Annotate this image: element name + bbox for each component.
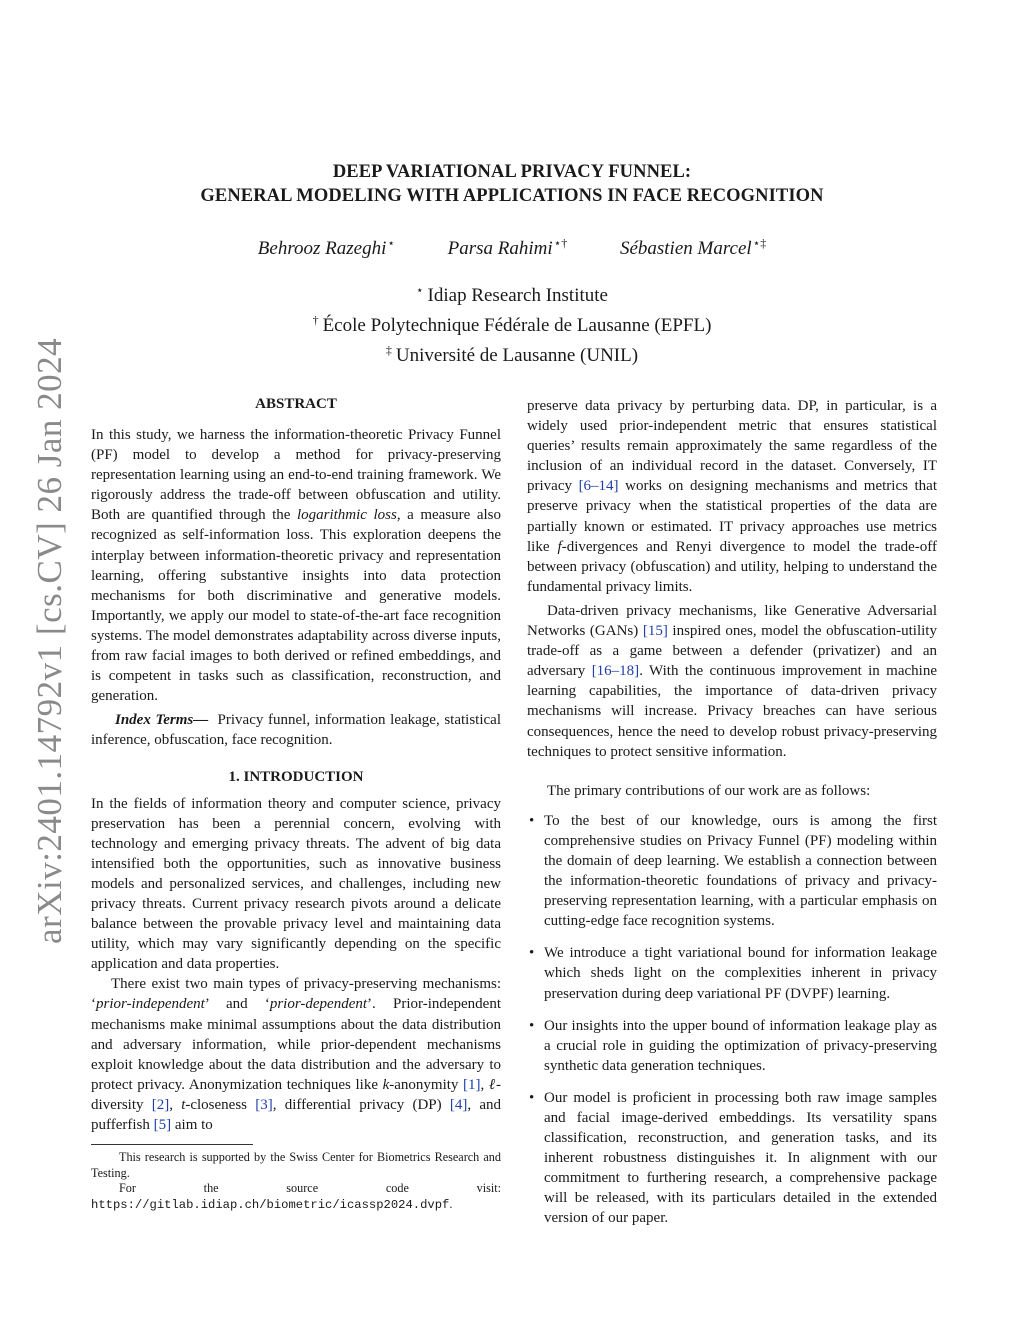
citation-link[interactable]: [6–14] (578, 478, 619, 495)
abstract-paragraph: In this study, we harness the information-theoretic Privacy Funnel (PF) model to develop a method for privacy-preserving representation learning using an end-to-end training framework. We rigorously address the trade-off between obfuscation and utility. Both are quantified through the logarithmic loss, a measure also recognized as self-information loss. This exploration deepens the interplay between information-theoretic privacy and representation learning, offering substantive insights into data protection mechanisms for both discriminative and generative models. Importantly, we apply our model to state-of-the-art face recognition systems. The model demonstrates adaptability across diverse inputs, from raw facial images to both derived or refined embeddings, and is competent in tasks such as classification, reconstruction, and generation. (91, 427, 501, 705)
author-list (0, 231, 1024, 261)
author-name: Sébastien Marcel (619, 238, 752, 259)
left-column (91, 394, 501, 1213)
right-column (527, 396, 937, 1241)
title-line-1: DEEP VARIATIONAL PRIVACY FUNNEL: (332, 162, 692, 182)
author-1 (258, 231, 395, 261)
index-terms-label: Index Terms— (115, 712, 209, 729)
affiliation-list (0, 278, 1024, 368)
bullet-icon: • (529, 812, 535, 829)
affiliation-3 (0, 338, 1024, 368)
affiliation-1 (0, 278, 1024, 308)
affiliation-mark: † (312, 313, 319, 327)
contributions-list (527, 811, 937, 1229)
right-paragraph-2: Data-driven privacy mechanisms, like Generative Adversarial Networks (GANs) [15] inspired ones, model the obfuscation-utility trade-off as a game between a defender (privatizer) and an adversary [16–18]. With the continuous improvement in machine learning capabilities, the importance of data-driven privacy mechanisms will increase. Privacy breaches can have serious consequences, hence the need to develop robust privacy-preserving techniques to protect sensitive information. (527, 602, 937, 760)
author-name: Behrooz Razeghi (257, 238, 387, 259)
title-line-2: GENERAL MODELING WITH APPLICATIONS IN FACE RECOGNITION (200, 186, 824, 206)
affiliation-name: École Polytechnique Fédérale de Lausanne (EPFL) (322, 315, 712, 336)
author-affil-marks: ⋆† (553, 236, 568, 250)
intro-paragraph-1: In the fields of information theory and computer science, privacy preservation has been a perennial concern, evolving with technology and emerging privacy threats. The advent of big data intensified both the opportunities, such as innovative business models and personalized services, and challenges, including new privacy threats. Current privacy research pivots around a delicate balance between the provable privacy level and maintaining data utility, which may vary significantly depending on the specific application and data properties. (91, 795, 501, 973)
citation-link[interactable]: [3] (255, 1096, 273, 1113)
citation-link[interactable]: [2] (151, 1096, 170, 1113)
author-2 (448, 231, 568, 261)
index-terms (91, 710, 501, 750)
list-item: • Our model is proficient in processing both raw image samples and facial image-derived embeddings. Its versatility spans classification, reconstruction, and generation tasks, and its inherent robustness distinguishes it. In alignment with our commitment to furthering research, a comprehensive package will be released, with its particulars detailed in the extended version of our paper. (529, 1089, 937, 1227)
right-paragraph-1: preserve data privacy by perturbing data. DP, in particular, is a widely used prior-independent metric that ensures statistical queries’ results remain approximately the same regardless of the inclusion of an individual record in the dataset. Conversely, IT privacy [6–14] works on designing mechanisms and metrics that preserve privacy when the statistical properties of the data are partially known or estimated. IT privacy approaches use metrics like f-divergences and Renyi divergence to model the trade-off between privacy (obfuscation) and utility, helping to understand the fundamental privacy limits. (527, 398, 938, 595)
footnote-divider (91, 1144, 253, 1145)
affiliation-name: Université de Lausanne (UNIL) (395, 345, 639, 366)
affiliation-name: Idiap Research Institute (427, 285, 608, 306)
list-item: • To the best of our knowledge, ours is among the first comprehensive studies on Privacy Funnel (PF) modeling within the domain of deep learning. We establish a connection between the information-theoretic foundations of privacy and privacy-preserving representation learning, with a particular emphasis on cutting-edge face recognition systems. (529, 812, 937, 930)
footnote-funding: This research is supported by the Swiss Center for Biometrics Research and Testing. (91, 1150, 501, 1180)
affiliation-mark: ‡ (385, 343, 392, 357)
affiliation-mark: ⋆ (416, 283, 424, 297)
abstract-heading: ABSTRACT (255, 396, 337, 412)
paper-title (0, 160, 1024, 208)
citation-link[interactable]: [1] (463, 1076, 481, 1093)
footnote-source-code: For the source code visit: https://gitlab.idiap.ch/biometric/icassp2024.dvpf. (91, 1181, 501, 1212)
index-terms-text: Privacy funnel, information leakage, statistical inference, obfuscation, face recognition. (91, 712, 502, 749)
bullet-icon: • (529, 1089, 535, 1106)
citation-link[interactable]: [4] (449, 1096, 468, 1113)
bullet-icon: • (529, 945, 535, 962)
footnotes (91, 1150, 501, 1213)
intro-paragraph-2: There exist two main types of privacy-preserving mechanisms: ‘prior-independent’ and ‘prior-dependent’. Prior-independent mechanisms make minimal assumptions about the data distribution and adversary information, while prior-dependent mechanisms exploit knowledge about the data distribution and the adversary to protect privacy. Anonymization techniques like k-anonymity [1], ℓ-diversity [2], t-closeness [3], differential privacy (DP) [4], and pufferfish [5] aim to (91, 976, 502, 1133)
author-name: Parsa Rahimi (447, 238, 553, 259)
author-affil-marks: ⋆ (387, 236, 395, 250)
citation-link[interactable]: [16–18] (591, 663, 640, 680)
arxiv-identifier-stamp: arXiv:2401.14792v1 [cs.CV] 26 Jan 2024 (30, 337, 69, 944)
citation-link[interactable]: [15] (642, 623, 668, 640)
citation-link[interactable]: [5] (153, 1117, 172, 1133)
author-3 (620, 231, 766, 261)
contributions-intro: The primary contributions of our work are as follows: (547, 782, 871, 799)
source-code-url[interactable]: https://gitlab.idiap.ch/biometric/icassp2024.dvpf (91, 1197, 450, 1212)
bullet-icon: • (529, 1017, 535, 1034)
introduction-heading: 1. INTRODUCTION (228, 768, 364, 785)
list-item: • We introduce a tight variational bound for information leakage which sheds light on the complexities inherent in privacy preservation during deep variational PF (DVPF) learning. (529, 945, 937, 1002)
emphasis-logarithmic-loss: logarithmic loss (296, 507, 397, 524)
list-item: • Our insights into the upper bound of information leakage play as a crucial role in guiding the optimization of privacy-preserving synthetic data generation techniques. (529, 1017, 937, 1074)
author-affil-marks: ⋆‡ (752, 236, 767, 250)
affiliation-2 (0, 308, 1024, 338)
